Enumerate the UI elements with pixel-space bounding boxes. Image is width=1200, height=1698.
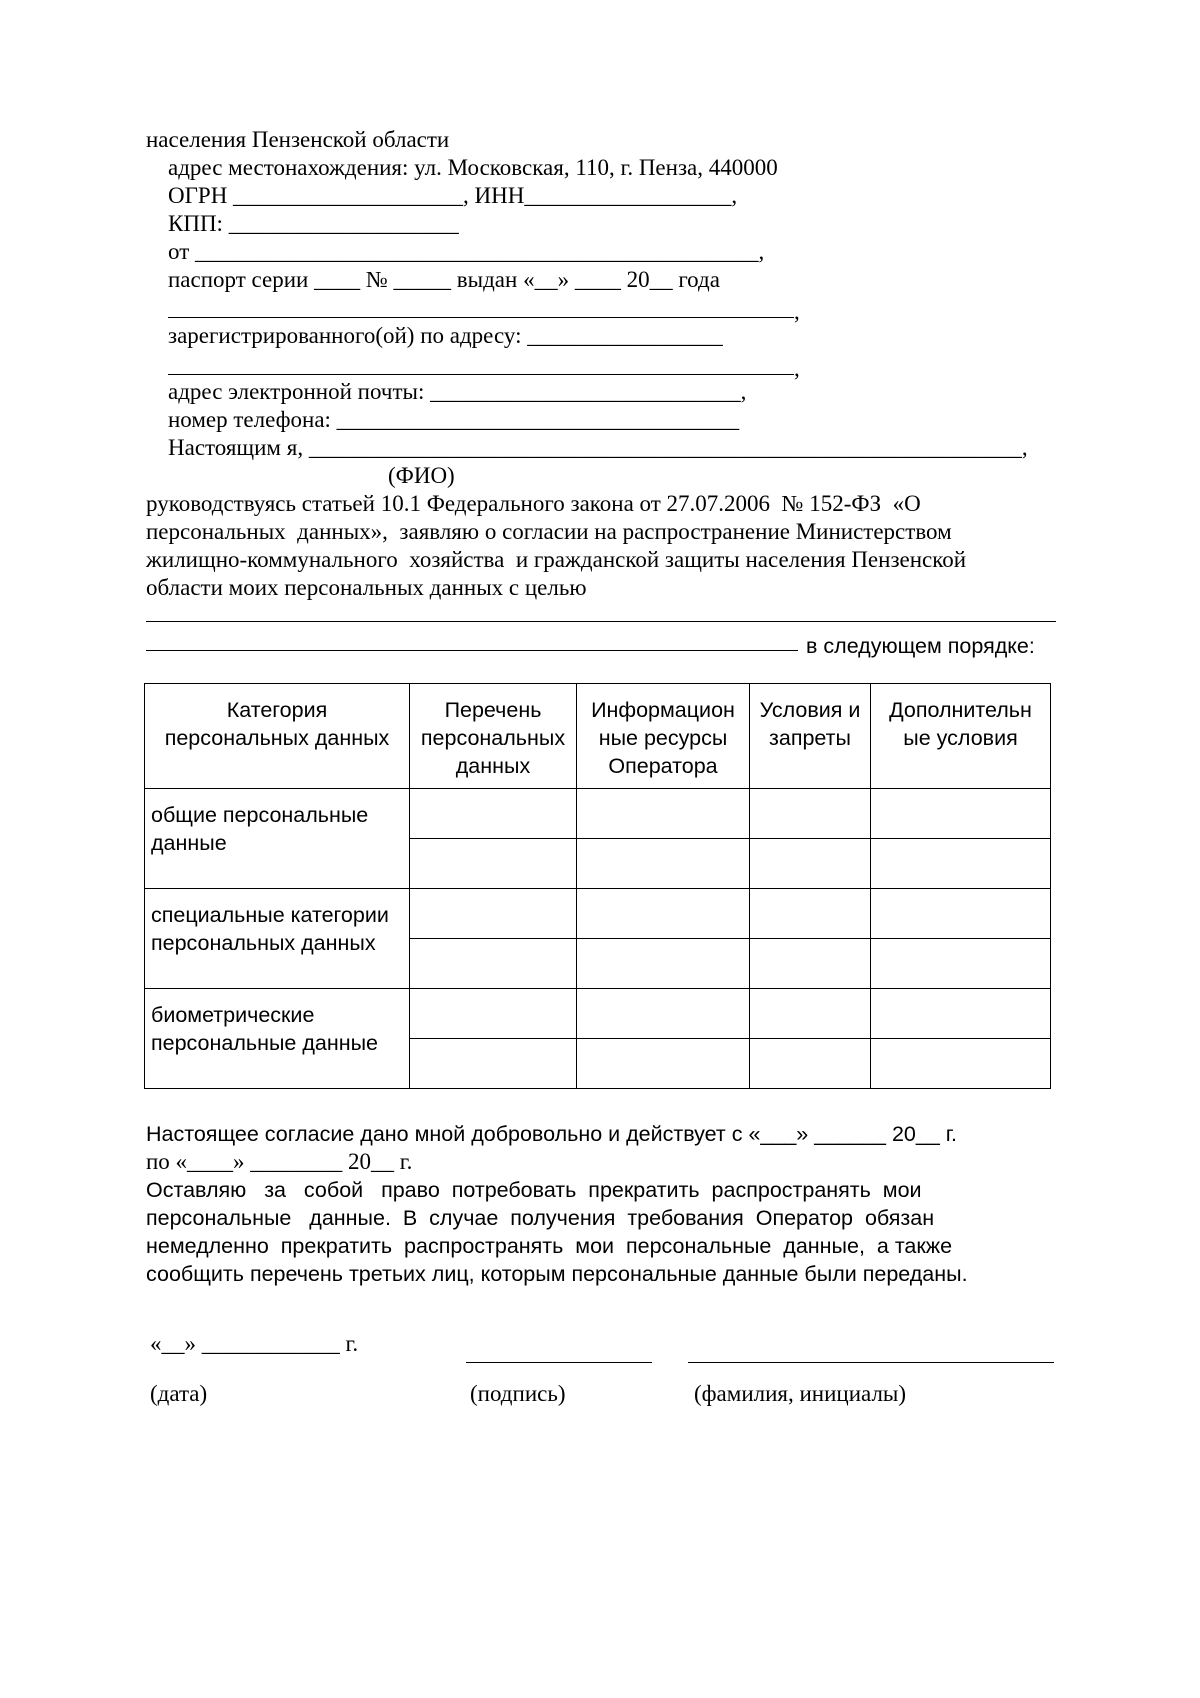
- table-cell[interactable]: [410, 789, 577, 839]
- table-cell[interactable]: [871, 989, 1051, 1039]
- purpose-line-1[interactable]: [146, 621, 1056, 622]
- table-cell[interactable]: [577, 839, 750, 889]
- consent-text-line-1: руководствуясь статьей 10.1 Федерального закона от 27.07.2006 № 152-ФЗ «О: [146, 491, 921, 516]
- table-cell[interactable]: [750, 939, 871, 989]
- table-cell[interactable]: [410, 839, 577, 889]
- fio-caption: (ФИО): [388, 463, 455, 488]
- header-additional: Дополнительн ые условия: [871, 684, 1051, 789]
- passport-field[interactable]: паспорт серии ____ № _____ выдан «__» ____ 20__ года: [168, 267, 720, 292]
- validity-line-1[interactable]: Настоящее согласие дано мной добровольно и действует с «___» ______ 20__ г.: [146, 1122, 957, 1146]
- table-cell[interactable]: [750, 1039, 871, 1089]
- table-cell[interactable]: [410, 1039, 577, 1089]
- passport-continuation-comma: ,: [794, 299, 800, 324]
- validity-line-2[interactable]: по «____» ________ 20__ г.: [146, 1149, 413, 1174]
- table-row: [145, 889, 1051, 939]
- email-field[interactable]: адрес электронной почты: ___________________________,: [168, 379, 747, 404]
- date-field[interactable]: «__» ____________ г.: [150, 1331, 359, 1356]
- signature-line[interactable]: [466, 1362, 652, 1363]
- consent-text-line-2: персональных данных», заявляю о согласии на распространение Министерством: [146, 519, 952, 544]
- table-cell[interactable]: [577, 789, 750, 839]
- table-cell[interactable]: [577, 1039, 750, 1089]
- table-cell[interactable]: [750, 839, 871, 889]
- table-cell[interactable]: [577, 889, 750, 939]
- full-name-field[interactable]: Настоящим я, ______________________________________________________________,: [168, 435, 1028, 460]
- ogrn-inn-field[interactable]: ОГРН ____________________, ИНН__________________,: [168, 183, 738, 208]
- signature-caption: (подпись): [470, 1381, 566, 1406]
- registered-continuation-line[interactable]: [168, 374, 794, 375]
- table-cell[interactable]: [871, 1039, 1051, 1089]
- purpose-line-2[interactable]: [146, 650, 798, 651]
- date-caption: (дата): [150, 1381, 208, 1406]
- header-resources: Информацион ные ресурсы Оператора: [577, 684, 750, 789]
- table-cell[interactable]: [410, 989, 577, 1039]
- table-cell[interactable]: [871, 839, 1051, 889]
- table-cell[interactable]: [871, 889, 1051, 939]
- consent-text-line-4: области моих персональных данных с целью: [146, 575, 587, 600]
- table-cell[interactable]: [871, 939, 1051, 989]
- reserve-text-line-2: персональные данные. В случае получения требования Оператор обязан: [146, 1206, 935, 1230]
- table-cell[interactable]: [577, 939, 750, 989]
- registered-continuation-comma: ,: [794, 356, 800, 381]
- registered-address-field[interactable]: зарегистрированного(ой) по адресу: _________________: [168, 323, 723, 348]
- reserve-text-line-4: сообщить перечень третьих лиц, которым персональные данные были переданы.: [146, 1262, 968, 1286]
- authority-line: населения Пензенской области: [146, 127, 450, 152]
- kpp-field[interactable]: КПП: ____________________: [168, 211, 459, 236]
- phone-field[interactable]: номер телефона: ___________________________________: [168, 407, 740, 432]
- table-cell[interactable]: [750, 889, 871, 939]
- order-suffix: в следующем порядке:: [806, 634, 1035, 658]
- from-field[interactable]: от _________________________________________________,: [168, 239, 765, 264]
- header-conditions: Условия и запреты: [750, 684, 871, 789]
- passport-continuation-line[interactable]: [168, 317, 794, 318]
- table-cell[interactable]: [750, 789, 871, 839]
- table-cell[interactable]: [577, 989, 750, 1039]
- table-row: [145, 789, 1051, 839]
- category-general: общие персональные данные: [145, 789, 410, 889]
- table-header-row: [145, 684, 1051, 789]
- address-line: адрес местонахождения: ул. Московская, 110, г. Пенза, 440000: [168, 155, 778, 180]
- table-cell[interactable]: [750, 989, 871, 1039]
- table-cell[interactable]: [871, 789, 1051, 839]
- name-line[interactable]: [688, 1362, 1054, 1363]
- consent-text-line-3: жилищно-коммунального хозяйства и гражданской защиты населения Пензенской: [146, 547, 967, 572]
- table-cell[interactable]: [410, 939, 577, 989]
- name-caption: (фамилия, инициалы): [694, 1381, 907, 1406]
- header-category: Категория персональных данных: [145, 684, 410, 789]
- reserve-text-line-1: Оставляю за собой право потребовать прекратить распространять мои: [146, 1178, 922, 1202]
- reserve-text-line-3: немедленно прекратить распространять мои персональные данные, а также: [146, 1234, 953, 1258]
- table-row: [145, 989, 1051, 1039]
- table-cell[interactable]: [410, 889, 577, 939]
- consent-table: [144, 683, 1051, 1089]
- category-special: специальные категории персональных данных: [145, 889, 410, 989]
- header-list: Перечень персональных данных: [410, 684, 577, 789]
- category-biometric: биометрические персональные данные: [145, 989, 410, 1089]
